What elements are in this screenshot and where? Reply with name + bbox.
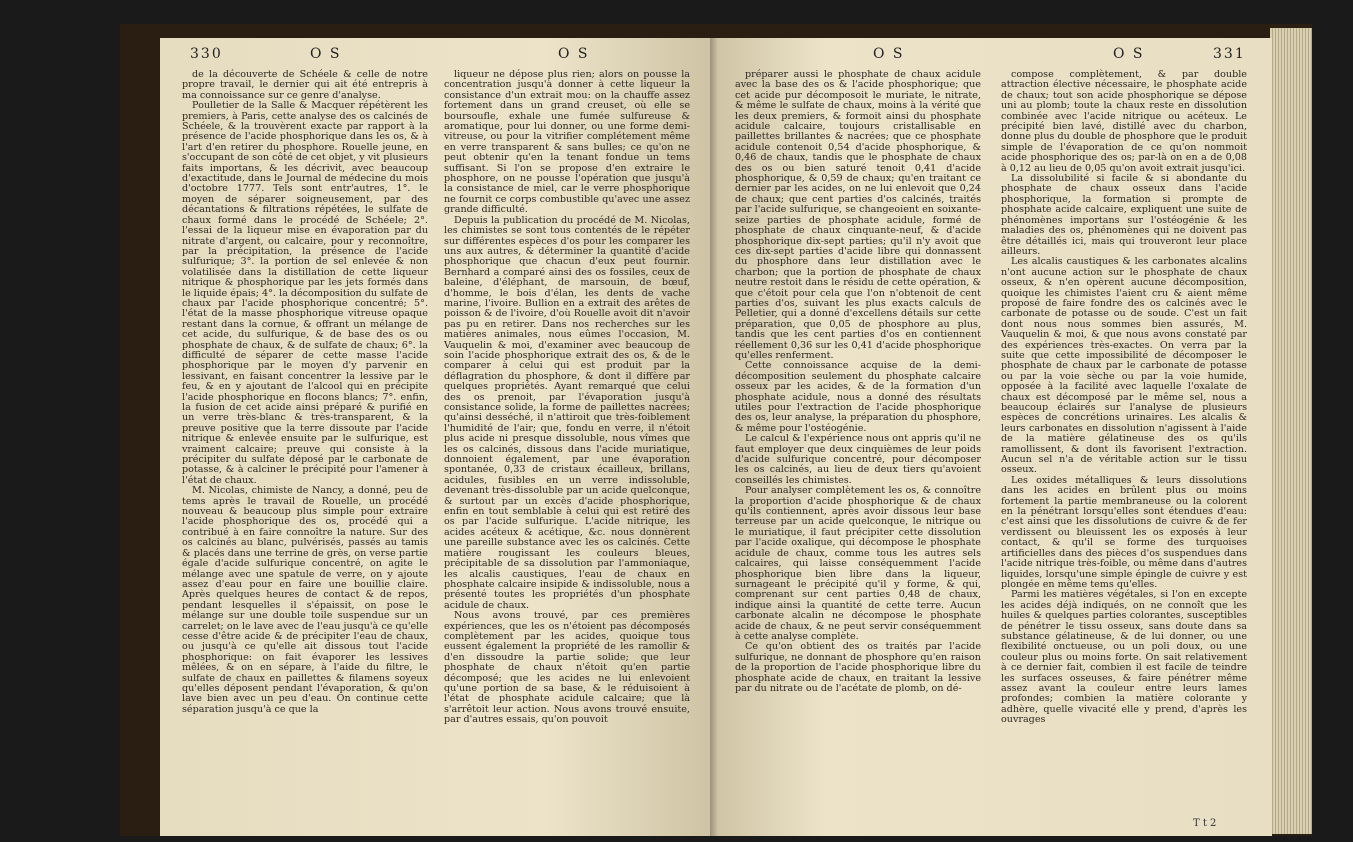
- page-number: 330: [190, 46, 223, 62]
- paragraph: préparer aussi le phosphate de chaux acidule avec la base des os & l'acide phosphorique; que cet acide pur décomposoit le muriate, le nitrate, & même le sulfate de chaux, moins à la vérité que les deux premiers, & formoit ainsi du phosphate acidule calcaire, toujours cristallisable en paillettes brillantes & nacrées; que ce phosphate acidule contenoit 0,54 d'acide phosphorique, & 0,46 de chaux, tandis que le phosphate de chaux des os ou bien saturé tenoit 0,41 d'acide phosphorique, & 0,59 de chaux; qu'en traitant ce dernier par les acides, on ne lui enlevoit que 0,24 de chaux; que cent parties d'os calcinés, traités par l'acide sulfurique, se changeoient en soixante-seize parties de phosphate acidule, formé de phosphate de chaux cinquante-neuf, & d'acide phosphorique dix-sept parties; qu'il n'y avoit que ces dix-sept parties d'acide libre qui donnassent du phosphore dans leur distillation avec le charbon; que la portion de phosphate de chaux neutre restoit dans le résidu de cette opération, & que c'étoit pour cela que l'on n'obtenoit de cent parties d'os, suivant les plus exacts calculs de Pelletier, qui a donné d'excellens détails sur cette préparation, que 0,05 de phosphore au plus, tandis que les cent parties d'os en contiennent réellement 0,36 sur les 0,41 d'acide phosphorique qu'elles renferment.: [735, 69, 981, 361]
- paragraph: de la découverte de Schéele & celle de notre propre travail, le dernier qui ait été entrepris à ma connoissance sur ce genre d'analyse.: [182, 69, 428, 101]
- paragraph: M. Nicolas, chimiste de Nancy, a donné, peu de tems après le travail de Rouelle, un procédé nouveau & beaucoup plus simple pour extraire l'acide phosphorique des os, procédé qui a contribué à en faire connoître la nature. Sur des os calcinés au blanc, pulvérisés, passés au tamis & placés dans une terrine de grès, on verse partie égale d'acide sulfurique concentré, on agite le mélange avec une spatule de verre, on y ajoute assez d'eau pour en faire une bouillie claire. Après quelques heures de contact & de repos, pendant lesquelles il s'épaissit, on pose le mélange sur une double toile suspendue sur un carrelet; on le lave avec de l'eau jusqu'à ce qu'elle cesse d'être acide & de précipiter l'eau de chaux, ou jusqu'à ce qu'elle ait dissous tout l'acide phosphorique: on fait évaporer les lessives mêlées, & on en sépare, à l'aide du filtre, le sulfate de chaux en paillettes & filamens soyeux qu'elles déposent pendant l'évaporation, & qu'on lave bien avec un peu d'eau. On continue cette séparation jusqu'à ce que la: [182, 485, 428, 715]
- running-head: O S: [558, 46, 590, 62]
- running-head: O S: [873, 46, 905, 62]
- paragraph: Depuis la publication du procédé de M. Nicolas, les chimistes se sont tous contentés de le répéter sur différentes espèces d'os pour les comparer les uns aux autres, & déterminer la quantité d'acide phosphorique que chacun d'eux peut fournir. Bernhard a comparé ainsi des os fossiles, ceux de baleine, d'éléphant, de marsouin, de bœuf, d'homme, le bois d'élan, les dents de vache marine, l'ivoire. Bullion en a extrait des arêtes de poisson & de l'ivoire, d'où Rouelle avoit dit n'avoir pas pu en retirer. Dans nos recherches sur les matières animales, nous eûmes l'occasion, M. Vauquelin & moi, d'examiner avec beaucoup de soin l'acide phosphorique extrait des os, & de le comparer à celui qui est produit par la déflagration du phosphore, & dont il diffère par quelques propriétés. Ayant remarqué que celui des os prenoit, par l'évaporation jusqu'à consistance solide, la forme de paillettes nacrées; qu'ainsi desséché, il n'attiroit que très-foiblement l'humidité de l'air; que, fondu en verre, il n'étoit plus acide ni presque dissoluble, nous vîmes que les os calcinés, dissous dans l'acide muriatique, donnoient également, par une évaporation spontanée, 0,33 de cristaux écailleux, brillans, acidules, fusibles en un verre indissoluble, devenant très-dissoluble par un acide quelconque, & surtout par un excès d'acide phosphorique, enfin en tout semblable à celui qui est retiré des os par l'acide sulfurique. L'acide nitrique, les acides acéteux & acétique, &c. nous donnèrent une pareille substance avec les os calcinés. Cette matière rougissant les couleurs bleues, précipitable de sa dissolution par l'ammoniaque, les alcalis caustiques, l'eau de chaux en phosphate calcaire insipide & indissoluble, nous a présenté toutes les propriétés d'un phosphate acidule de chaux.: [444, 214, 690, 611]
- signature-mark: T t 2: [1193, 818, 1217, 829]
- paragraph: compose complètement, & par double attraction élective nécessaire, le phosphate acide de chaux; tout son acide phosphorique se dépose uni au plomb; toute la chaux reste en dissolution combinée avec l'acide nitrique ou acéteux. Le précipité bien lavé, distillé avec du charbon, donne plus du double de phosphore que le produit simple de l'évaporation de ce qu'on nommoit acide phosphorique des os; par-là on en a de 0,08 à 0,12 au lieu de 0,05 qu'on avoit extrait jusqu'ici.: [1001, 69, 1247, 174]
- page-edges: [1270, 28, 1312, 834]
- paragraph: Nous avons trouvé, par ces premières expériences, que les os n'étoient pas décomposés complètement par les acides, quoique tous eussent également la propriété de les ramollir & d'en dissoudre la partie solide; que leur phosphate de chaux n'étoit qu'en partie décomposé; que les acides ne lui enlevoient qu'une portion de sa base, & le réduisoient à l'état de phosphate acidule calcaire; que là s'arrêtoit leur action. Nous avons trouvé ensuite, par d'autres essais, qu'on pouvoit: [444, 610, 690, 726]
- page-number: 331: [1213, 46, 1246, 62]
- paragraph: Poulletier de la Salle & Macquer répétèrent les premiers, à Paris, cette analyse des os calcinés de Schéele, & la trouvèrent exacte par rapport à la présence de l'acide phosphorique dans les os, & à l'art d'en retirer du phosphore. Rouelle jeune, en s'occupant de son côté de cet objet, y vit plusieurs faits importans, & les décrivit, avec beaucoup d'exactitude, dans le Journal de médecine du mois d'octobre 1777. Tels sont entr'autres, 1°. le moyen de séparer soigneusement, par des décantations & filtrations répétées, le sulfate de chaux formé dans le procédé de Schéele; 2°. l'essai de la liqueur mise en évaporation par du nitrate d'argent, ou calcaire, pour y reconnoître, par la précipitation, la présence de l'acide sulfurique; 3°. la portion de sel enlevée & non volatilisée dans la distillation de cette liqueur nitrique & phosphorique par les jets formés dans le liquide épais; 4°. la décomposition du sulfate de chaux par l'acide phosphorique concentré; 5°. l'état de la masse phosphorique vitreuse opaque restant dans la cornue, & offrant un mélange de cet acide, du sulfurique, & de base des os ou phosphate de chaux, & de sulfate de chaux; 6°. la difficulté de séparer de cette masse l'acide phosphorique par le moyen d'y parvenir en lessivant, en faisant concentrer la lessive par le feu, & en y ajoutant de l'alcool qui en précipite l'acide phosphorique en flocons blancs; 7°. enfin, la fusion de cet acide ainsi préparé & purifié en un verre très-blanc & très-transparent, & la preuve positive que la terre dissoute par l'acide nitrique & enlevée ensuite par le sulfurique, est vraiment calcaire; preuve qui consiste à la précipiter du sulfate déposé par le carbonate de potasse, & à calciner le précipité pour l'amener à l'état de chaux.: [182, 100, 428, 486]
- left-page: [160, 38, 713, 836]
- paragraph: Les oxides métalliques & leurs dissolutions dans les acides en brûlent plus ou moins fortement la partie membraneuse ou la colorent en la pénétrant lorsqu'elles sont étendues d'eau: c'est ainsi que les dissolutions de cuivre & de fer verdissent ou bleuissent les os exposés à leur contact, & qu'il se forme des turquoises artificielles dans des pièces d'os suspendues dans l'acide nitrique très-foible, ou même dans d'autres liquides, lorsqu'une simple épingle de cuivre y est plongée en même tems qu'elles.: [1001, 474, 1247, 590]
- running-head: O S: [1113, 46, 1145, 62]
- running-head: O S: [310, 46, 342, 62]
- text-column-1: [735, 70, 981, 694]
- paragraph: Parmi les matières végétales, si l'on en excepte les acides déjà indiqués, on ne connoît que les huiles & quelques parties colorantes, susceptibles de pénétrer le tissu osseux, sans doute dans sa substance gélatineuse, & de lui donner, ou une flexibilité onctueuse, ou un poli doux, ou une couleur plus ou moins forte. On sait relativement à ce dernier fait, combien il est facile de teindre les surfaces osseuses, & faire pénétrer même assez avant la couleur entre leurs lames profondes; combien la matière colorante y adhère, quelle vivacité elle y prend, d'après les ouvrages: [1001, 589, 1247, 726]
- gutter-shadow: [710, 38, 718, 836]
- open-book: [120, 24, 1312, 836]
- text-column-2: [444, 70, 690, 726]
- text-column-1: [182, 70, 428, 715]
- paragraph: La dissolubilité si facile & si abondante du phosphate de chaux osseux dans l'acide phosphorique, la formation si prompte de phosphate acide calcaire, expliquent une suite de phénomènes importans sur l'ostéogénie & les maladies des os, phénomènes qui ne doivent pas être détaillés ici, mais qui trouveront leur place ailleurs.: [1001, 173, 1247, 257]
- text-column-2: [1001, 70, 1247, 726]
- paragraph: liqueur ne dépose plus rien; alors on pousse la concentration jusqu'à donner à cette liqueur la consistance d'un extrait mou: on la chauffe assez fortement dans un grand creuset, où elle se boursoufle, exhale une fumée sulfureuse & aromatique, pour lui donner, ou une forme demi-vitreuse, ou pour la vitrifier complétement même en verre transparent & sans bulles; ce qu'on ne peut obtenir qu'en la tenant fondue un tems suffisant. Si l'on se propose d'en extraire le phosphore, on ne pousse l'opération que jusqu'à la consistance de miel, car le verre phosphorique ne fournit ce corps combustible qu'avec une assez grande difficulté.: [444, 69, 690, 216]
- paragraph: Cette connoissance acquise de la demi-décomposition seulement du phosphate calcaire osseux par les acides, & de la formation d'un phosphate acidule, nous a donné des résultats utiles pour l'extraction de l'acide phosphorique des os, leur analyse, la préparation du phosphore, & même pour l'ostéogénie.: [735, 360, 981, 434]
- paragraph: Pour analyser complètement les os, & connoître la proportion d'acide phosphorique & de chaux qu'ils contiennent, après avoir dissous leur base terreuse par un acide quelconque, le nitrique ou le muriatique, il faut précipiter cette dissolution par l'acide oxalique, qui décompose le phosphate acidule de chaux, comme tous les autres sels calcaires, qui laisse conséquemment l'acide phosphorique bien libre dans la liqueur, surnageant le précipité qu'il y forme, & qui, comprenant sur cent parties 0,48 de chaux, indique ainsi la quantité de cette terre. Aucun carbonate alcalin ne décompose le phosphate acide de chaux, & ne peut servir conséquemment à cette analyse complète.: [735, 485, 981, 642]
- paragraph: Le calcul & l'expérience nous ont appris qu'il ne faut employer que deux cinquièmes de leur poids d'acide sulfurique concentré, pour décomposer les os calcinés, au lieu de deux tiers qu'avoient conseillés les chimistes.: [735, 433, 981, 486]
- right-page: [713, 38, 1272, 836]
- paragraph: Les alcalis caustiques & les carbonates alcalins n'ont aucune action sur le phosphate de chaux osseux, & n'en opèrent aucune décomposition, quoique les chimistes l'aient cru & aient même proposé de faire fondre des os calcinés avec le carbonate de potasse ou de soude. C'est un fait dont nous nous sommes bien assurés, M. Vauquelin & moi, & que nous avons constaté par des expériences très-exactes. On verra par la suite que cette impossibilité de décomposer le phosphate de chaux par le carbonate de potasse ou par la voie sèche ou par la voie humide, opposée à la facilité avec laquelle l'oxalate de chaux est décomposé par le même sel, nous a beaucoup éclairés sur l'analyse de plusieurs espèces de concrétions urinaires. Les alcalis & leurs carbonates en dissolution n'agissent à l'aide de la matière gélatineuse des os qu'ils ramollissent, & dont ils favorisent l'extraction. Aucun sel n'a de véritable action sur le tissu osseux.: [1001, 256, 1247, 476]
- paragraph: Ce qu'on obtient des os traités par l'acide sulfurique, ne donnant de phosphore qu'en raison de la proportion de l'acide phosphorique libre du phosphate acide de chaux, en traitant la lessive par du nitrate ou de l'acétate de plomb, on dé-: [735, 641, 981, 694]
